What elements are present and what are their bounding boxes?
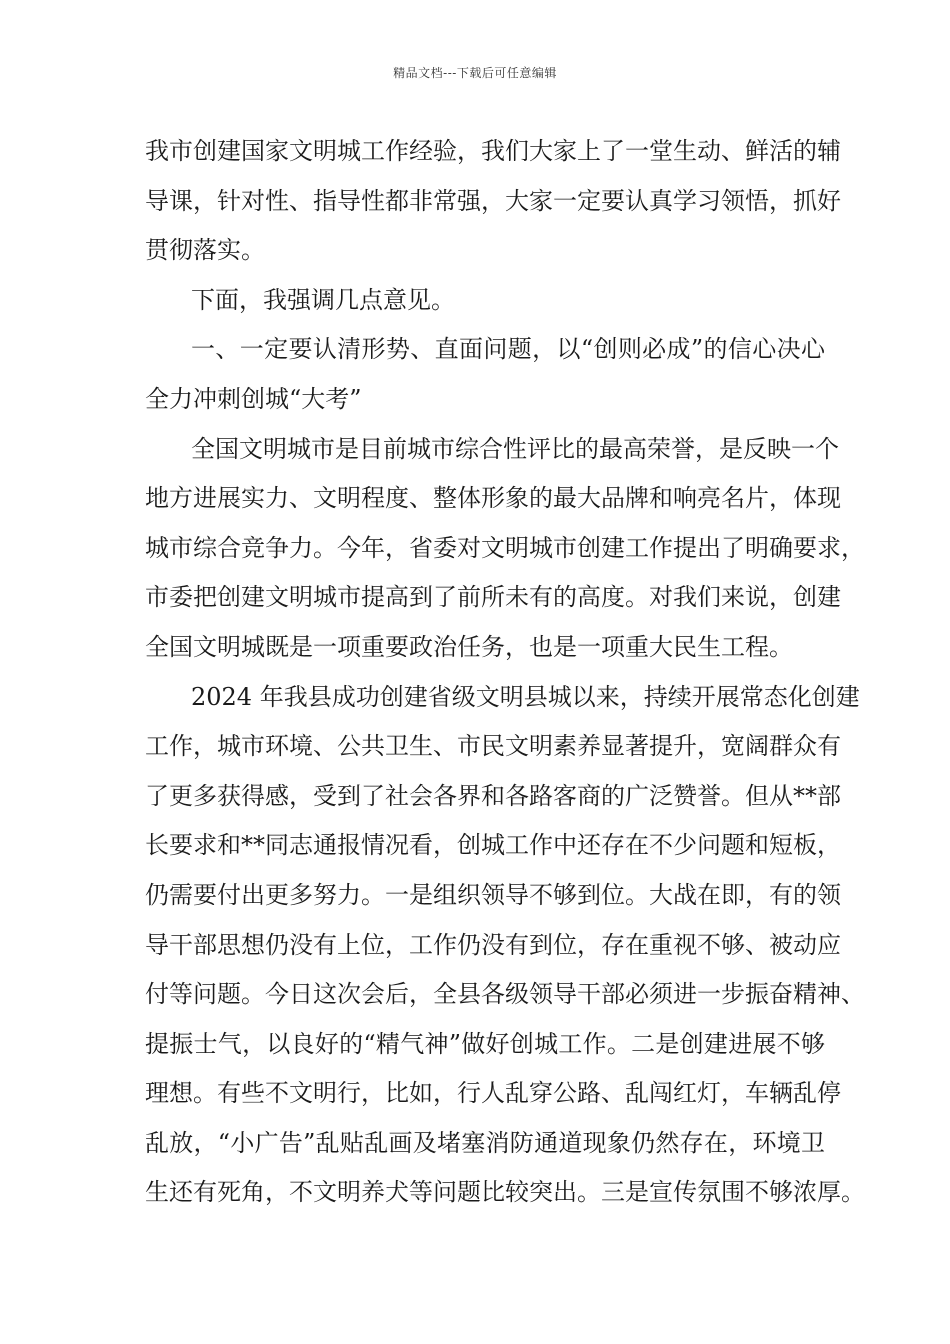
- text-line: 一、一定要认清形势、直面问题，以“创则必成”的信心决心: [191, 335, 825, 364]
- text-line: 乱放，“小广告”乱贴乱画及堵塞消防通道现象仍然存在，环境卫: [145, 1128, 825, 1157]
- text-line: 下面，我强调几点意见。: [191, 285, 455, 314]
- text-line: 理想。有些不文明行，比如，行人乱穿公路、乱闯红灯，车辆乱停: [145, 1079, 841, 1108]
- text-line: 城市综合竞争力。今年，省委对文明城市创建工作提出了明确要求，: [145, 533, 865, 562]
- text-line: 2024 年我县成功创建省级文明县城以来，持续开展常态化创建: [191, 682, 860, 711]
- text-line: 付等问题。今日这次会后，全县各级领导干部必须进一步振奋精神、: [145, 980, 865, 1009]
- text-line: 导课，针对性、指导性都非常强，大家一定要认真学习领悟，抓好: [145, 186, 841, 215]
- text-line: 全国文明城既是一项重要政治任务，也是一项重大民生工程。: [145, 632, 793, 661]
- text-line: 导干部思想仍没有上位，工作仍没有到位，存在重视不够、被动应: [145, 930, 841, 959]
- text-line: 地方进展实力、文明程度、整体形象的最大品牌和响亮名片，体现: [145, 484, 841, 513]
- text-line: 工作，城市环境、公共卫生、市民文明素养显著提升，宽阔群众有: [145, 732, 841, 761]
- text-line: 我市创建国家文明城工作经验，我们大家上了一堂生动、鲜活的辅: [145, 137, 841, 165]
- page-header: 精品文档---下载后可任意编辑: [393, 66, 557, 80]
- text-line: 了更多获得感，受到了社会各界和各路客商的广泛赞誉。但从**部: [145, 781, 841, 810]
- text-line: 生还有死角，不文明养犬等问题比较突出。三是宣传氛围不够浓厚。: [145, 1178, 865, 1207]
- text-line: 提振士气，以良好的“精气神”做好创城工作。二是创建进展不够: [145, 1029, 825, 1058]
- text-line: 全国文明城市是目前城市综合性评比的最高荣誉，是反映一个: [191, 434, 839, 463]
- text-line: 全力冲刺创城“大考”: [145, 384, 362, 413]
- text-line: 长要求和**同志通报情况看，创城工作中还存在不少问题和短板，: [145, 831, 841, 860]
- text-line: 仍需要付出更多努力。一是组织领导不够到位。大战在即，有的领: [145, 880, 841, 909]
- text-line: 市委把创建文明城市提高到了前所未有的高度。对我们来说，创建: [145, 583, 841, 612]
- body-text: [145, 127, 865, 1218]
- text-line: 贯彻落实。: [145, 236, 265, 265]
